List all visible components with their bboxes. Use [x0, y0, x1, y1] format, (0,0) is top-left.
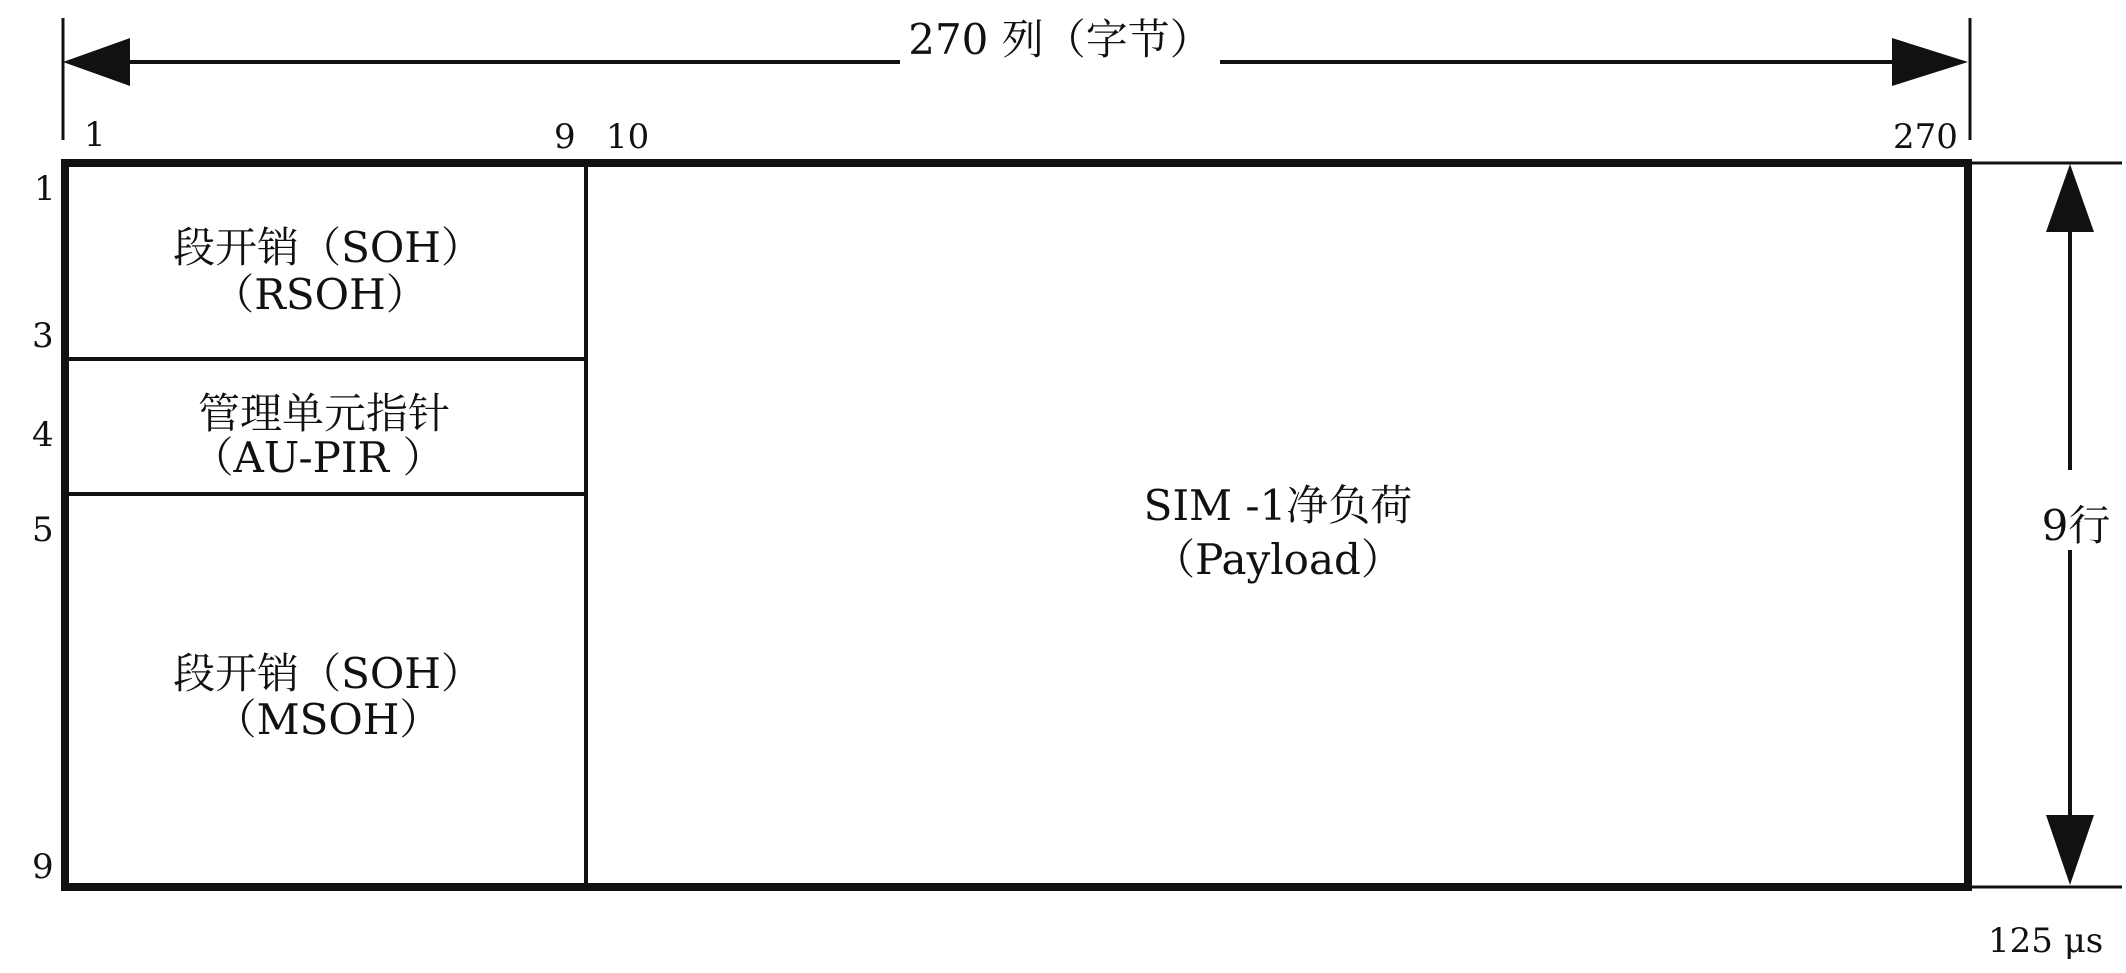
rows-bottom-arrowhead: [2046, 815, 2094, 885]
aupir-label-line1: 管理单元指针: [197, 389, 451, 438]
row-tick-5: 5: [32, 510, 54, 550]
msoh-label-line1: 段开销（SOH）: [173, 649, 483, 698]
row-tick-1: 1: [34, 169, 56, 209]
columns-left-arrowhead: [63, 38, 130, 86]
columns-dimension: [63, 15, 1970, 140]
row-tick-9: 9: [32, 847, 54, 887]
row-tick-3: 3: [32, 316, 54, 356]
rows-label: 9行: [2041, 501, 2111, 550]
column-ticks: [84, 115, 1958, 157]
msoh-block: [173, 649, 483, 744]
column-tick-9: 9: [554, 117, 576, 157]
msoh-label-line2: （MSOH）: [214, 695, 442, 744]
period-label: 125 μs: [1988, 921, 2104, 961]
column-tick-1: 1: [84, 115, 106, 155]
rsoh-label-line1: 段开销（SOH）: [173, 223, 483, 272]
rsoh-block: [173, 223, 483, 319]
column-tick-270: 270: [1893, 117, 1958, 157]
rows-top-arrowhead: [2046, 164, 2094, 232]
columns-right-arrowhead: [1892, 38, 1968, 86]
aupir-block: [191, 389, 450, 482]
columns-label: 270 列（字节）: [908, 15, 1212, 64]
rsoh-label-line2: （RSOH）: [212, 270, 428, 319]
row-ticks: [32, 169, 56, 887]
column-tick-10: 10: [606, 117, 650, 157]
payload-label-line1: SIM -1净负荷: [1143, 481, 1413, 530]
payload-label-line2: （Payload）: [1153, 535, 1403, 584]
payload-block: [1144, 481, 1413, 584]
aupir-label-line2: （AU-PIR ）: [191, 433, 445, 482]
rows-dimension: [1968, 163, 2122, 887]
row-tick-4: 4: [32, 415, 54, 455]
